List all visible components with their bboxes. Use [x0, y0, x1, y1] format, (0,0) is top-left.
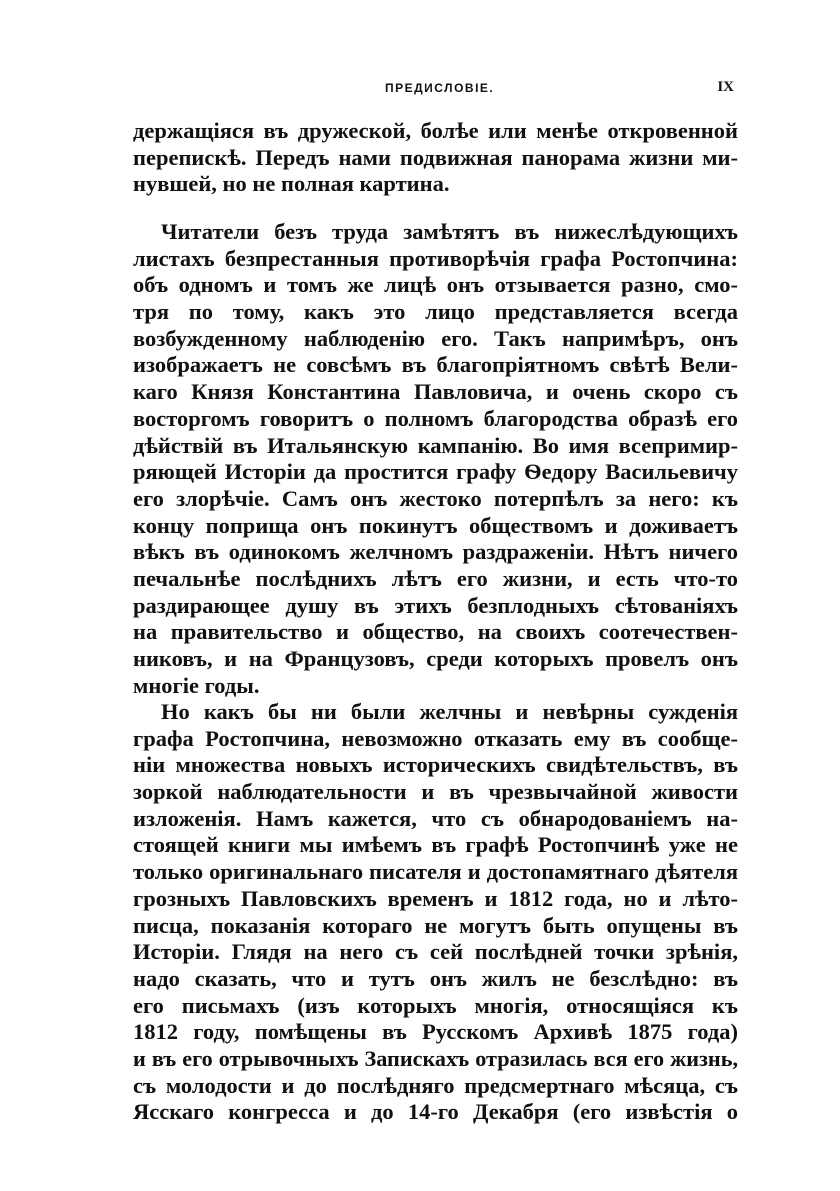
- text-line: листахъ безпрестанныя противорѣчія графа Ростопчина:: [133, 245, 738, 271]
- text-line: на правительство и общество, на своихъ соотечествен-: [133, 619, 738, 645]
- text-line: держащіяся въ дружеской, болѣе или менѣе откровенной: [133, 118, 738, 143]
- text-line: никовъ, и на Французовъ, среди которыхъ провелъ онъ: [133, 646, 738, 671]
- text-line: и въ его отрывочныхъ Запискахъ отразилась вся его жизнь,: [133, 1045, 738, 1071]
- text-line: его письмахъ (изъ которыхъ многія, относящіяся къ: [133, 992, 738, 1018]
- text-line: его злорѣчіе. Самъ онъ жестоко потерпѣлъ за него: къ: [133, 485, 738, 511]
- text-line: Исторіи. Глядя на него съ сей послѣдней точки зрѣнія,: [133, 939, 738, 965]
- running-header: [130, 80, 738, 100]
- text-line: Ясскаго конгресса и до 14-го Декабря (его извѣстія о: [133, 1099, 738, 1125]
- text-line: писца, показанія котораго не могутъ быть опущены въ: [133, 912, 738, 938]
- paragraph-3: [133, 699, 738, 1126]
- text-line: изложенія. Намъ кажется, что съ обнародованіемъ на-: [133, 805, 738, 831]
- text-line: дѣйствій въ Итальянскую кампанію. Во имя всепримир-: [133, 432, 738, 458]
- paragraph-1: [133, 118, 738, 198]
- text-line: ряющей Исторіи да простится графу Ѳедору Васильевичу: [133, 459, 738, 485]
- page-number: IX: [717, 79, 734, 95]
- text-line: ніи множества новыхъ историческихъ свидѣтельствъ, въ: [133, 752, 738, 778]
- text-line: концу поприща онъ покинутъ обществомъ и доживаетъ: [133, 512, 738, 538]
- text-line: восторгомъ говоритъ о полномъ благородства образѣ его: [133, 405, 738, 431]
- text-line: возбужденному наблюденію его. Такъ напримѣръ, онъ: [133, 325, 738, 351]
- text-line: грозныхъ Павловскихъ временъ и 1812 года, но и лѣто-: [133, 885, 738, 911]
- text-line: тря по тому, какъ это лицо представляется всегда: [133, 299, 738, 325]
- text-line: 1812 году, помѣщены въ Русскомъ Архивѣ 1875 года): [133, 1019, 738, 1045]
- text-line: объ одномъ и томъ же лицѣ онъ отзывается разно, смо-: [133, 272, 738, 298]
- running-title: ПРЕДИСЛОВІЕ.: [385, 81, 495, 95]
- text-line: Читатели безъ труда замѣтятъ въ нижеслѣдующихъ: [161, 219, 738, 244]
- text-line: каго Князя Константина Павловича, и очень скоро съ: [133, 379, 738, 405]
- text-line: графа Ростопчина, невозможно отказать ему въ сообще-: [133, 725, 738, 751]
- text-line: стоящей книги мы имѣемъ въ графѣ Ростопчинѣ уже не: [133, 832, 738, 858]
- text-line: изображаетъ не совсѣмъ въ благопріятномъ свѣтѣ Вели-: [133, 352, 738, 378]
- text-line: многіе годы.: [133, 672, 260, 698]
- text-line: съ молодости и до послѣдняго предсмертнаго мѣсяца, съ: [133, 1072, 738, 1098]
- text-line: печальнѣе послѣднихъ лѣтъ его жизни, и есть что-то: [133, 565, 738, 591]
- text-line: Но какъ бы ни были желчны и невѣрны сужденія: [161, 699, 738, 724]
- text-line: перепискѣ. Передъ нами подвижная панорама жизни ми-: [133, 144, 738, 170]
- text-line: надо сказать, что и тутъ онъ жилъ не безслѣдно: въ: [133, 965, 738, 991]
- text-line: раздирающее душу въ этихъ безплодныхъ сѣтованіяхъ: [133, 592, 738, 618]
- text-line: нувшей, но не полная картина.: [133, 171, 450, 197]
- text-line: только оригинальнаго писателя и достопамятнаго дѣятеля: [133, 859, 738, 885]
- paragraph-2: [133, 219, 738, 699]
- text-line: вѣкъ въ одинокомъ желчномъ раздраженіи. Нѣтъ ничего: [133, 539, 738, 565]
- text-line: зоркой наблюдательности и въ чрезвычайной живости: [133, 779, 738, 805]
